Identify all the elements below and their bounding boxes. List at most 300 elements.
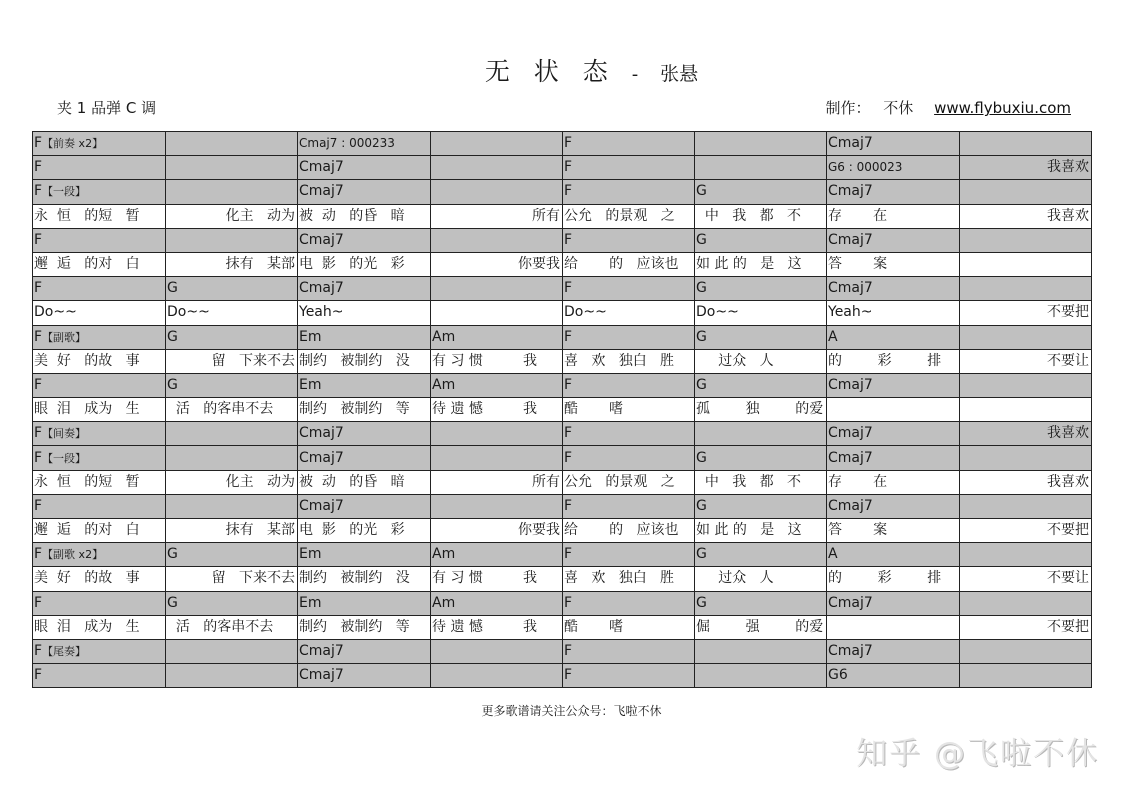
chord-cell: [33, 494, 166, 518]
chord-cell: [827, 228, 960, 252]
chord-name: F: [564, 135, 573, 152]
chord-cell: [563, 180, 695, 204]
lyric-cell: [33, 204, 166, 228]
lyric-cell: [33, 470, 166, 494]
chord-cell: [563, 325, 695, 349]
chord-cell: [431, 446, 563, 470]
lyric-text: 的 彩 排: [828, 570, 942, 587]
chord-name: F: [564, 643, 573, 660]
chord-name: G6: [828, 667, 848, 684]
lyric-cell: [563, 470, 695, 494]
lyric-text: 如 此 的 是 这: [696, 256, 802, 273]
lyric-cell: [827, 615, 960, 639]
chord-name: F: [564, 280, 573, 297]
watermark: 知乎 @飞啦不休: [856, 736, 1099, 772]
chord-cell: [166, 325, 298, 349]
lyric-row: [33, 204, 1092, 228]
lyric-cell: [298, 519, 431, 543]
lyric-text: 的 彩 排: [828, 352, 942, 369]
chord-cell: [33, 422, 166, 446]
chord-cell: [431, 228, 563, 252]
chord-name: F: [34, 425, 43, 442]
chord-name: F: [564, 328, 573, 345]
chord-name: Am: [432, 594, 456, 611]
chord-cell: [827, 422, 960, 446]
lyric-cell: [431, 470, 563, 494]
chord-name: Am: [432, 376, 456, 393]
chord-cell: [695, 325, 827, 349]
chord-cell: [827, 543, 960, 567]
chord-name: A: [828, 328, 838, 345]
chord-cell: [563, 543, 695, 567]
chord-cell: [827, 494, 960, 518]
chord-cell: [695, 639, 827, 663]
chord-name: G: [696, 594, 707, 611]
lyric-cell: [960, 567, 1092, 591]
lyric-cell: [695, 349, 827, 373]
chord-cell: [960, 664, 1092, 688]
chord-cell: [563, 664, 695, 688]
chord-row: [33, 132, 1092, 156]
chord-name: A: [828, 546, 838, 563]
lyric-cell: [563, 398, 695, 422]
lyric-cell: [166, 567, 298, 591]
chord-cell: [827, 446, 960, 470]
chord-sheet-table: [32, 131, 1092, 688]
chord-name: F: [564, 594, 573, 611]
lyric-cell: [166, 349, 298, 373]
maker-name: 不休: [883, 99, 914, 117]
chord-cell: [33, 446, 166, 470]
lyric-text: 被 动 的昏 暗: [299, 207, 405, 224]
chord-cell: [827, 132, 960, 156]
chord-cell: [563, 156, 695, 180]
chord-cell: [431, 180, 563, 204]
chord-name: F: [34, 328, 43, 345]
capo-key-info: 夹 1 品弹 C 调: [57, 99, 157, 117]
chord-name: Cmaj7: [828, 376, 873, 393]
chord-name: F: [564, 376, 573, 393]
lyric-text: 被 动 的昏 暗: [299, 473, 405, 490]
chord-cell: [33, 132, 166, 156]
lyric-cell: [960, 398, 1092, 422]
lyric-text: 化主 动为: [225, 207, 295, 224]
chord-name: Cmaj7: [299, 449, 344, 466]
chord-cell: [695, 277, 827, 301]
chord-cell: [431, 132, 563, 156]
lyric-text: 不要让: [1047, 352, 1089, 369]
lyric-cell: [298, 567, 431, 591]
section-tag: 【一段】: [42, 451, 87, 465]
chord-cell: [827, 664, 960, 688]
chord-name: Am: [432, 546, 456, 563]
chord-cell: [166, 664, 298, 688]
lyric-cell: [431, 349, 563, 373]
chord-cell: [166, 639, 298, 663]
artist-name: 张悬: [660, 63, 699, 85]
lyric-text: 制约 被制约 没: [299, 352, 410, 369]
lyric-cell: [563, 204, 695, 228]
chord-name: F: [564, 546, 573, 563]
chord-cell: [563, 228, 695, 252]
chord-cell: [563, 277, 695, 301]
website-link[interactable]: www.flybuxiu.com: [934, 99, 1071, 117]
chord-name: Cmaj7: [299, 183, 344, 200]
lyric-cell: [563, 252, 695, 276]
lyric-cell: [298, 398, 431, 422]
lyric-text: 活 的客串不去: [167, 401, 274, 418]
lyric-text: 存 在: [828, 207, 888, 224]
chord-cell: [298, 228, 431, 252]
section-tag: 【间奏】: [42, 427, 87, 441]
lyric-cell: [166, 470, 298, 494]
chord-name: Cmaj7: [828, 449, 873, 466]
chord-cell: [960, 228, 1092, 252]
chord-cell: [166, 228, 298, 252]
lyric-cell: [960, 519, 1092, 543]
chord-cell: [166, 446, 298, 470]
chord-cell: [166, 156, 298, 180]
lyric-text: 给 的 应该也: [564, 522, 679, 539]
lyric-cell: [695, 252, 827, 276]
chord-row: [33, 156, 1092, 180]
chord-row: [33, 228, 1092, 252]
lyric-text: 抹有 某部: [225, 256, 295, 273]
chord-cell: [563, 591, 695, 615]
lyric-cell: [33, 252, 166, 276]
lyric-cell: [166, 252, 298, 276]
chord-name: Cmaj7: [828, 594, 873, 611]
chord-name: F: [34, 135, 43, 152]
lyric-cell: [298, 204, 431, 228]
chord-name: Cmaj7: [828, 425, 873, 442]
lyric-cell: [431, 567, 563, 591]
lyric-text: 抹有 某部: [225, 522, 295, 539]
lyric-text: 邂 逅 的对 白: [34, 256, 140, 273]
chord-name: 我喜欢: [1047, 159, 1089, 176]
chord-cell: [33, 156, 166, 180]
chord-cell: [960, 132, 1092, 156]
chord-row: [33, 639, 1092, 663]
lyric-cell: [166, 519, 298, 543]
chord-name: 我喜欢: [1047, 425, 1089, 442]
chord-name: F: [34, 546, 43, 563]
chord-name: G: [696, 183, 707, 200]
chord-cell: [166, 373, 298, 397]
chord-name: G: [167, 376, 178, 393]
lyric-cell: [166, 398, 298, 422]
chord-cell: [298, 639, 431, 663]
chord-cell: [563, 494, 695, 518]
chord-name: Cmaj7: [299, 497, 344, 514]
chord-name: F: [34, 667, 43, 684]
lyric-text: 不要把: [1047, 618, 1089, 635]
lyric-cell: [33, 349, 166, 373]
chord-row: [33, 446, 1092, 470]
chord-cell: [298, 180, 431, 204]
chord-cell: [33, 591, 166, 615]
chord-cell: [431, 277, 563, 301]
lyric-cell: [33, 398, 166, 422]
lyric-row: [33, 519, 1092, 543]
lyric-text: 不要让: [1047, 570, 1089, 587]
credit-line: [826, 97, 1072, 118]
chord-cell: [431, 591, 563, 615]
chord-name: Cmaj7: [828, 497, 873, 514]
lyric-text: 待 遗 憾 我: [432, 401, 537, 418]
chord-cell: [431, 156, 563, 180]
chord-cell: [695, 156, 827, 180]
chord-row: [33, 180, 1092, 204]
chord-cell: [960, 543, 1092, 567]
lyric-row: [33, 301, 1092, 325]
lyric-text: 如 此 的 是 这: [696, 522, 802, 539]
lyric-cell: [695, 470, 827, 494]
lyric-text: 活 的客串不去: [167, 618, 274, 635]
chord-cell: [563, 639, 695, 663]
chord-cell: [960, 639, 1092, 663]
lyric-text: Yeah~: [828, 304, 873, 321]
lyric-cell: [33, 519, 166, 543]
chord-name: Em: [299, 376, 322, 393]
lyric-cell: [827, 567, 960, 591]
chord-cell: [960, 325, 1092, 349]
chord-cell: [166, 180, 298, 204]
chord-cell: [431, 422, 563, 446]
chord-cell: [827, 325, 960, 349]
chord-name: G6 : 000023: [828, 160, 903, 175]
chord-cell: [695, 373, 827, 397]
chord-cell: [695, 132, 827, 156]
chord-name: F: [564, 667, 573, 684]
chord-cell: [298, 132, 431, 156]
chord-cell: [827, 156, 960, 180]
lyric-text: 答 案: [828, 256, 888, 273]
chord-name: G: [167, 594, 178, 611]
lyric-text: 永 恒 的短 暂: [34, 207, 140, 224]
chord-name: G: [696, 376, 707, 393]
chord-cell: [166, 591, 298, 615]
chord-name: F: [564, 449, 573, 466]
lyric-cell: [960, 301, 1092, 325]
lyric-text: 制约 被制约 等: [299, 618, 410, 635]
lyric-cell: [431, 519, 563, 543]
chord-cell: [563, 446, 695, 470]
chord-cell: [166, 277, 298, 301]
chord-cell: [166, 494, 298, 518]
lyric-cell: [431, 301, 563, 325]
lyric-text: Do~~: [34, 304, 77, 321]
lyric-text: 不要把: [1047, 304, 1089, 321]
lyric-cell: [827, 349, 960, 373]
lyric-row: [33, 252, 1092, 276]
maker-label: 制作：: [825, 99, 871, 117]
lyric-text: 眼 泪 成为 生: [34, 618, 140, 635]
chord-cell: [431, 639, 563, 663]
lyric-text: Do~~: [696, 304, 739, 321]
section-tag: 【副歌】: [42, 330, 87, 344]
chord-cell: [695, 228, 827, 252]
chord-cell: [960, 180, 1092, 204]
chord-cell: [33, 543, 166, 567]
chord-name: F: [34, 594, 43, 611]
chord-cell: [827, 277, 960, 301]
chord-name: Cmaj7: [299, 425, 344, 442]
section-tag: 【副歌 x2】: [42, 548, 104, 562]
lyric-text: 留 下来不去: [211, 570, 295, 587]
chord-cell: [298, 422, 431, 446]
chord-name: G: [167, 546, 178, 563]
lyric-cell: [431, 252, 563, 276]
lyric-cell: [695, 615, 827, 639]
lyric-cell: [33, 615, 166, 639]
lyric-text: 我喜欢: [1047, 473, 1089, 490]
lyric-row: [33, 398, 1092, 422]
lyric-text: 待 遗 憾 我: [432, 618, 537, 635]
lyric-cell: [827, 519, 960, 543]
chord-cell: [33, 228, 166, 252]
lyric-text: 有 习 惯 我: [432, 570, 537, 587]
lyric-row: [33, 567, 1092, 591]
lyric-row: [33, 615, 1092, 639]
lyric-text: 化主 动为: [225, 473, 295, 490]
chord-cell: [33, 664, 166, 688]
chord-row: [33, 494, 1092, 518]
chord-name: Cmaj7: [828, 280, 873, 297]
chord-name: F: [34, 376, 43, 393]
chord-cell: [298, 664, 431, 688]
chord-name: F: [564, 183, 573, 200]
title-separator: -: [631, 64, 639, 85]
chord-name: F: [34, 643, 43, 660]
chord-cell: [960, 422, 1092, 446]
lyric-cell: [33, 301, 166, 325]
lyric-cell: [298, 615, 431, 639]
lyric-text: 答 案: [828, 522, 888, 539]
lyric-cell: [166, 301, 298, 325]
chord-cell: [695, 591, 827, 615]
lyric-text: 美 好 的故 事: [34, 352, 140, 369]
lyric-cell: [298, 470, 431, 494]
chord-cell: [695, 543, 827, 567]
lyric-text: 电 影 的光 彩: [299, 256, 405, 273]
lyric-text: 美 好 的故 事: [34, 570, 140, 587]
lyric-text: 所有: [532, 207, 560, 224]
section-tag: 【一段】: [42, 185, 87, 199]
chord-cell: [827, 591, 960, 615]
lyric-cell: [960, 252, 1092, 276]
chord-cell: [298, 277, 431, 301]
lyric-text: Do~~: [167, 304, 210, 321]
chord-cell: [827, 639, 960, 663]
chord-cell: [298, 591, 431, 615]
lyric-cell: [298, 252, 431, 276]
chord-name: F: [34, 159, 43, 176]
lyric-text: 过众 人: [696, 352, 774, 369]
lyric-text: 眼 泪 成为 生: [34, 401, 140, 418]
lyric-text: 喜 欢 独白 胜: [564, 352, 675, 369]
chord-cell: [960, 494, 1092, 518]
chord-cell: [563, 132, 695, 156]
chord-cell: [960, 373, 1092, 397]
section-tag: 【前奏 x2】: [42, 137, 104, 151]
lyric-cell: [827, 398, 960, 422]
chord-name: Em: [299, 546, 322, 563]
chord-name: G: [167, 328, 178, 345]
chord-cell: [298, 325, 431, 349]
chord-name: Cmaj7: [828, 231, 873, 248]
chord-cell: [695, 494, 827, 518]
lyric-cell: [166, 615, 298, 639]
lyric-text: 电 影 的光 彩: [299, 522, 405, 539]
chord-name: F: [564, 425, 573, 442]
chord-name: Cmaj7: [299, 159, 344, 176]
chord-cell: [960, 591, 1092, 615]
lyric-cell: [827, 470, 960, 494]
lyric-cell: [695, 301, 827, 325]
lyric-text: 永 恒 的短 暂: [34, 473, 140, 490]
lyric-cell: [298, 349, 431, 373]
lyric-cell: [960, 204, 1092, 228]
chord-row: [33, 591, 1092, 615]
lyric-text: 你要我: [518, 522, 560, 539]
chord-name: F: [564, 497, 573, 514]
chord-name: Em: [299, 594, 322, 611]
chord-cell: [298, 156, 431, 180]
footer-note: 更多歌谱请关注公众号：飞啦不休: [481, 704, 662, 718]
lyric-text: 制约 被制约 没: [299, 570, 410, 587]
lyric-text: 中 我 都 不: [696, 473, 801, 490]
lyric-cell: [960, 470, 1092, 494]
lyric-cell: [563, 567, 695, 591]
chord-cell: [827, 180, 960, 204]
lyric-text: 喜 欢 独白 胜: [564, 570, 675, 587]
chord-name: G: [696, 497, 707, 514]
chord-name: G: [696, 231, 707, 248]
lyric-text: 你要我: [518, 256, 560, 273]
chord-cell: [431, 494, 563, 518]
chord-cell: [33, 325, 166, 349]
lyric-cell: [298, 301, 431, 325]
chord-name: G: [696, 546, 707, 563]
lyric-cell: [695, 519, 827, 543]
lyric-cell: [695, 567, 827, 591]
lyric-text: 酷 嗜: [564, 618, 624, 635]
chord-name: Cmaj7: [828, 183, 873, 200]
chord-name: Cmaj7: [299, 667, 344, 684]
lyric-text: Yeah~: [299, 304, 344, 321]
lyric-cell: [960, 349, 1092, 373]
chord-cell: [695, 422, 827, 446]
chord-name: G: [696, 449, 707, 466]
chord-row: [33, 373, 1092, 397]
lyric-cell: [431, 615, 563, 639]
lyric-text: 中 我 都 不: [696, 207, 801, 224]
lyric-cell: [960, 615, 1092, 639]
lyric-text: 公允 的景观 之: [564, 473, 675, 490]
lyric-cell: [827, 252, 960, 276]
chord-cell: [298, 494, 431, 518]
chord-name: F: [34, 280, 43, 297]
chord-cell: [695, 446, 827, 470]
lyric-cell: [431, 398, 563, 422]
chord-name: G: [696, 280, 707, 297]
chord-row: [33, 543, 1092, 567]
chord-cell: [166, 132, 298, 156]
chord-cell: [431, 543, 563, 567]
chord-name: Am: [432, 328, 456, 345]
lyric-cell: [563, 519, 695, 543]
